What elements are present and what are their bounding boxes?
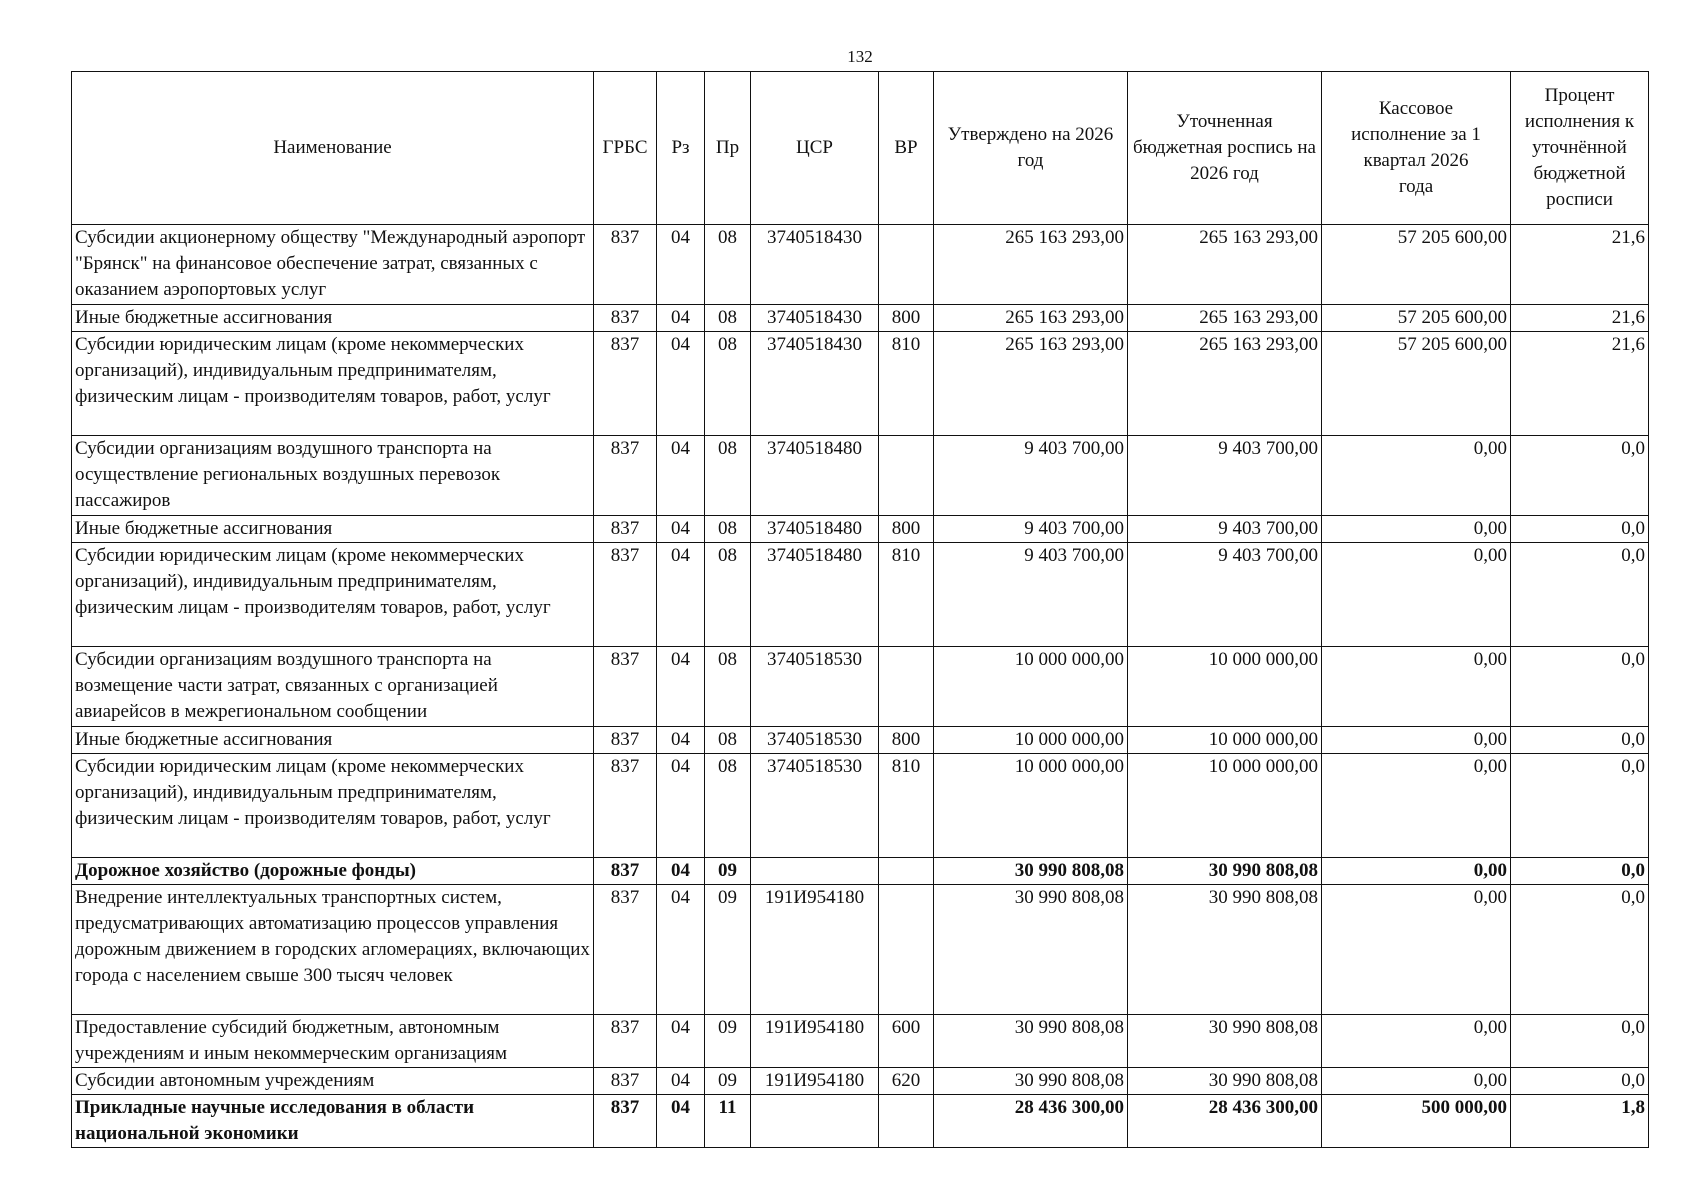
row-csr: 191И954180 (751, 1015, 879, 1068)
row-grbs: 837 (594, 1095, 657, 1148)
row-csr: 3740518430 (751, 225, 879, 305)
header-revised: Уточненная бюджетная роспись на 2026 год (1128, 72, 1322, 225)
row-csr: 3740518530 (751, 727, 879, 754)
row-approved: 10 000 000,00 (934, 647, 1128, 727)
row-percent: 0,0 (1511, 858, 1649, 885)
row-revised: 265 163 293,00 (1128, 305, 1322, 332)
row-name: Иные бюджетные ассигнования (72, 305, 594, 332)
row-revised: 9 403 700,00 (1128, 516, 1322, 543)
row-grbs: 837 (594, 1015, 657, 1068)
table-row (72, 647, 1649, 727)
row-vr (879, 647, 934, 727)
row-percent: 0,0 (1511, 647, 1649, 727)
row-revised: 265 163 293,00 (1128, 332, 1322, 436)
row-percent: 0,0 (1511, 754, 1649, 858)
row-approved: 30 990 808,08 (934, 1015, 1128, 1068)
header-grbs: ГРБС (594, 72, 657, 225)
row-grbs: 837 (594, 754, 657, 858)
row-name: Иные бюджетные ассигнования (72, 727, 594, 754)
table-row (72, 754, 1649, 858)
row-rz: 04 (657, 543, 705, 647)
row-grbs: 837 (594, 647, 657, 727)
row-revised: 10 000 000,00 (1128, 727, 1322, 754)
row-pr: 11 (705, 1095, 751, 1148)
table-header-row (72, 72, 1649, 225)
row-rz: 04 (657, 305, 705, 332)
row-revised: 9 403 700,00 (1128, 543, 1322, 647)
header-percent: Процент исполнения к уточнённой бюджетной росписи (1511, 72, 1649, 225)
table-row (72, 225, 1649, 305)
row-executed: 57 205 600,00 (1322, 332, 1511, 436)
row-vr (879, 225, 934, 305)
row-vr: 800 (879, 727, 934, 754)
header-executed: Кассовое исполнение за 1 квартал 2026 года (1322, 72, 1511, 225)
row-revised: 30 990 808,08 (1128, 885, 1322, 1015)
row-vr: 620 (879, 1068, 934, 1095)
table-row (72, 305, 1649, 332)
row-percent: 21,6 (1511, 332, 1649, 436)
row-rz: 04 (657, 858, 705, 885)
row-grbs: 837 (594, 858, 657, 885)
row-percent: 0,0 (1511, 543, 1649, 647)
row-vr: 600 (879, 1015, 934, 1068)
row-executed: 0,00 (1322, 516, 1511, 543)
row-pr: 09 (705, 1015, 751, 1068)
row-pr: 08 (705, 543, 751, 647)
row-percent: 21,6 (1511, 225, 1649, 305)
row-percent: 1,8 (1511, 1095, 1649, 1148)
row-vr (879, 885, 934, 1015)
row-rz: 04 (657, 436, 705, 516)
row-approved: 265 163 293,00 (934, 225, 1128, 305)
table-row (72, 543, 1649, 647)
row-percent: 0,0 (1511, 885, 1649, 1015)
row-approved: 30 990 808,08 (934, 885, 1128, 1015)
row-name: Субсидии организациям воздушного транспорта на возмещение части затрат, связанных с организацией авиарейсов в межрегиональном сообщении (72, 647, 594, 727)
row-grbs: 837 (594, 1068, 657, 1095)
row-executed: 0,00 (1322, 1015, 1511, 1068)
row-approved: 9 403 700,00 (934, 543, 1128, 647)
table-row (72, 1068, 1649, 1095)
row-rz: 04 (657, 1095, 705, 1148)
table-row (72, 727, 1649, 754)
row-name: Субсидии юридическим лицам (кроме некоммерческих организаций), индивидуальным предпринимателям, физическим лицам - производителям товаров, работ, услуг (72, 543, 594, 647)
row-csr: 191И954180 (751, 1068, 879, 1095)
row-executed: 0,00 (1322, 543, 1511, 647)
row-executed: 0,00 (1322, 436, 1511, 516)
header-name: Наименование (72, 72, 594, 225)
row-executed: 57 205 600,00 (1322, 225, 1511, 305)
row-csr: 3740518530 (751, 647, 879, 727)
row-percent: 0,0 (1511, 1068, 1649, 1095)
row-rz: 04 (657, 727, 705, 754)
row-pr: 09 (705, 1068, 751, 1095)
row-pr: 08 (705, 305, 751, 332)
row-executed: 0,00 (1322, 858, 1511, 885)
row-rz: 04 (657, 1015, 705, 1068)
header-rz: Рз (657, 72, 705, 225)
row-rz: 04 (657, 1068, 705, 1095)
row-rz: 04 (657, 754, 705, 858)
header-csr: ЦСР (751, 72, 879, 225)
row-revised: 30 990 808,08 (1128, 858, 1322, 885)
row-approved: 265 163 293,00 (934, 305, 1128, 332)
row-approved: 265 163 293,00 (934, 332, 1128, 436)
row-name: Субсидии юридическим лицам (кроме некоммерческих организаций), индивидуальным предпринимателям, физическим лицам - производителям товаров, работ, услуг (72, 332, 594, 436)
row-pr: 08 (705, 225, 751, 305)
row-executed: 57 205 600,00 (1322, 305, 1511, 332)
row-grbs: 837 (594, 543, 657, 647)
row-revised: 30 990 808,08 (1128, 1068, 1322, 1095)
table-row (72, 1015, 1649, 1068)
header-pr: Пр (705, 72, 751, 225)
row-revised: 10 000 000,00 (1128, 647, 1322, 727)
row-pr: 08 (705, 754, 751, 858)
row-rz: 04 (657, 516, 705, 543)
row-percent: 0,0 (1511, 516, 1649, 543)
row-grbs: 837 (594, 332, 657, 436)
row-revised: 9 403 700,00 (1128, 436, 1322, 516)
row-vr: 810 (879, 332, 934, 436)
row-csr (751, 858, 879, 885)
row-vr (879, 858, 934, 885)
row-approved: 30 990 808,08 (934, 1068, 1128, 1095)
budget-table (71, 71, 1649, 1148)
row-vr: 810 (879, 754, 934, 858)
row-revised: 28 436 300,00 (1128, 1095, 1322, 1148)
row-csr: 3740518480 (751, 516, 879, 543)
row-csr (751, 1095, 879, 1148)
table-row (72, 436, 1649, 516)
row-rz: 04 (657, 332, 705, 436)
row-name: Субсидии юридическим лицам (кроме некоммерческих организаций), индивидуальным предпринимателям, физическим лицам - производителям товаров, работ, услуг (72, 754, 594, 858)
row-approved: 9 403 700,00 (934, 516, 1128, 543)
row-grbs: 837 (594, 727, 657, 754)
row-grbs: 837 (594, 305, 657, 332)
row-pr: 08 (705, 436, 751, 516)
header-approved: Утверждено на 2026 год (934, 72, 1128, 225)
row-vr: 800 (879, 516, 934, 543)
row-executed: 0,00 (1322, 727, 1511, 754)
row-name: Иные бюджетные ассигнования (72, 516, 594, 543)
row-name: Дорожное хозяйство (дорожные фонды) (72, 858, 594, 885)
row-executed: 0,00 (1322, 754, 1511, 858)
row-name: Субсидии организациям воздушного транспорта на осуществление региональных воздушных перевозок пассажиров (72, 436, 594, 516)
page-number: 132 (847, 47, 873, 66)
row-vr (879, 436, 934, 516)
row-csr: 3740518430 (751, 332, 879, 436)
row-name: Предоставление субсидий бюджетным, автономным учреждениям и иным некоммерческим организациям (72, 1015, 594, 1068)
row-approved: 30 990 808,08 (934, 858, 1128, 885)
row-vr: 810 (879, 543, 934, 647)
row-revised: 10 000 000,00 (1128, 754, 1322, 858)
row-name: Субсидии акционерному обществу "Международный аэропорт "Брянск" на финансовое обеспечение затрат, связанных с оказанием аэропортовых услуг (72, 225, 594, 305)
row-rz: 04 (657, 225, 705, 305)
row-grbs: 837 (594, 225, 657, 305)
row-percent: 21,6 (1511, 305, 1649, 332)
row-pr: 08 (705, 727, 751, 754)
row-grbs: 837 (594, 436, 657, 516)
row-pr: 09 (705, 885, 751, 1015)
row-rz: 04 (657, 647, 705, 727)
row-percent: 0,0 (1511, 727, 1649, 754)
table-row (72, 332, 1649, 436)
row-name: Внедрение интеллектуальных транспортных систем, предусматривающих автоматизацию процессов управления дорожным движением в городских агломерациях, включающих города с населением свыше 300 тысяч человек (72, 885, 594, 1015)
row-name: Прикладные научные исследования в области национальной экономики (72, 1095, 594, 1148)
row-executed: 0,00 (1322, 885, 1511, 1015)
row-pr: 08 (705, 647, 751, 727)
row-csr: 3740518430 (751, 305, 879, 332)
row-approved: 9 403 700,00 (934, 436, 1128, 516)
row-executed: 0,00 (1322, 647, 1511, 727)
row-pr: 09 (705, 858, 751, 885)
row-vr (879, 1095, 934, 1148)
row-csr: 3740518530 (751, 754, 879, 858)
row-approved: 28 436 300,00 (934, 1095, 1128, 1148)
row-grbs: 837 (594, 885, 657, 1015)
row-csr: 3740518480 (751, 543, 879, 647)
table-row (72, 1095, 1649, 1148)
row-executed: 500 000,00 (1322, 1095, 1511, 1148)
row-rz: 04 (657, 885, 705, 1015)
row-csr: 3740518480 (751, 436, 879, 516)
row-vr: 800 (879, 305, 934, 332)
table-row (72, 858, 1649, 885)
row-revised: 30 990 808,08 (1128, 1015, 1322, 1068)
header-vr: ВР (879, 72, 934, 225)
table-row (72, 516, 1649, 543)
table-row (72, 885, 1649, 1015)
row-approved: 10 000 000,00 (934, 727, 1128, 754)
row-approved: 10 000 000,00 (934, 754, 1128, 858)
row-grbs: 837 (594, 516, 657, 543)
row-csr: 191И954180 (751, 885, 879, 1015)
row-name: Субсидии автономным учреждениям (72, 1068, 594, 1095)
row-pr: 08 (705, 516, 751, 543)
row-percent: 0,0 (1511, 1015, 1649, 1068)
row-percent: 0,0 (1511, 436, 1649, 516)
row-revised: 265 163 293,00 (1128, 225, 1322, 305)
row-executed: 0,00 (1322, 1068, 1511, 1095)
row-pr: 08 (705, 332, 751, 436)
